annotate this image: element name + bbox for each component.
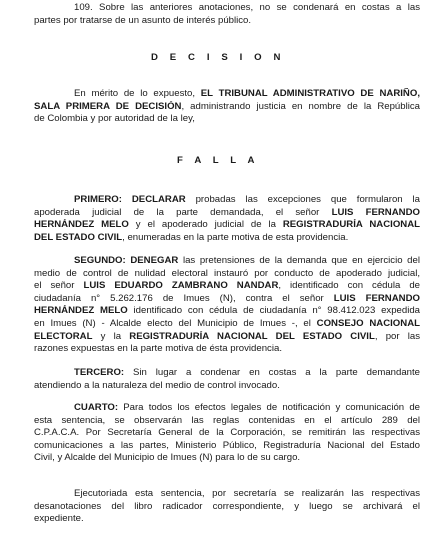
bold-segment: HERNÁNDEZ MELO: [34, 219, 129, 231]
text-segment: , enumeradas en la parte motiva de esta providencia.: [122, 231, 349, 243]
bold-segment: LUIS FERNANDO: [331, 206, 420, 218]
text-segment: En mérito de lo expuesto,: [74, 88, 201, 99]
text-segment: y la: [92, 330, 130, 342]
text-line: Ejecutoriada esta sentencia, por secretaría se realizarán las respectivas: [74, 488, 420, 499]
bold-segment: LUIS EDUARDO ZAMBRANO NANDAR: [83, 280, 279, 292]
text-segment: el señor: [34, 280, 84, 292]
text-segment: , administrando justicia en nombre de la República: [181, 100, 420, 112]
text-line: [34, 255, 420, 268]
text-segment: ciudadanía n° 5.262.176 de Imues (N), contra el señor: [34, 292, 334, 304]
bold-segment: EL TRIBUNAL ADMINISTRATIVO DE NARIÑO,: [200, 88, 420, 99]
text-line: partes por tratarse de un asunto de interés público.: [34, 14, 252, 26]
bold-segment: ELECTORAL: [34, 330, 93, 342]
bold-segment: TERCERO:: [74, 367, 125, 378]
bold-segment: REGISTRADURÍA NACIONAL DEL ESTADO CIVIL: [129, 330, 375, 342]
text-line: [34, 219, 420, 232]
final-paragraph: [34, 488, 420, 526]
text-line: desanotaciones del libro radicador correspondiente, y luego se archivará el: [34, 500, 420, 512]
text-line: [34, 280, 420, 293]
bold-segment: SALA PRIMERA DE DECISIÓN: [34, 100, 182, 112]
text-line: [34, 101, 420, 114]
text-line: C.P.A.C.A. Por Secretaría General de la Corporación, se remitirán las respectivas: [34, 427, 420, 439]
bold-segment: HERNÁNDEZ MELO: [34, 305, 128, 317]
text-line: expediente.: [34, 513, 84, 525]
text-line: [34, 331, 420, 344]
text-segment: , identificado con cédula de: [278, 280, 420, 292]
bold-segment: CONSEJO NACIONAL: [316, 317, 420, 329]
tercero-paragraph: [34, 367, 420, 392]
text-segment: Sin lugar a condenar en costas a la parte demandante: [124, 367, 420, 378]
text-line: [34, 367, 420, 380]
bold-segment: SEGUNDO: DENEGAR: [74, 255, 179, 266]
text-line: esta sentencia, se observarán las reglas contenidas en el artículo 289 del: [34, 414, 420, 426]
text-line: [34, 305, 420, 318]
text-line: [34, 232, 420, 245]
text-line: [34, 88, 420, 101]
text-line: comunicaciones a las partes, Ministerio Público, Registraduría Nacional del Estado: [34, 439, 420, 451]
text-line: de Colombia y por autoridad de la ley,: [34, 113, 195, 125]
decision-heading: D E C I S I O N: [150, 52, 286, 63]
bold-segment: CUARTO:: [74, 402, 119, 413]
decision-paragraph: [34, 88, 420, 126]
text-segment: identificado con cédula de ciudadanía n° 98.412.023 expedida: [127, 305, 420, 317]
text-line: [34, 402, 420, 415]
bold-segment: PRIMERO: DECLARAR: [74, 194, 186, 205]
text-line: atendiendo a la naturaleza del medio de control invocado.: [34, 379, 280, 391]
text-line: [34, 207, 420, 220]
text-segment: en Imues (N) - Alcalde electo del Municipio de Imues -, el: [34, 317, 317, 329]
text-segment: y el apoderado judicial de la: [128, 219, 283, 231]
falla-heading: F A L L A: [176, 155, 260, 166]
text-line: [34, 293, 420, 306]
text-segment: apoderada judicial de la parte demandada, el señor: [34, 206, 332, 218]
bold-segment: LUIS FERNANDO: [333, 292, 420, 304]
text-line: [34, 194, 420, 207]
primero-paragraph: [34, 194, 420, 244]
segundo-paragraph: [34, 255, 420, 356]
text-segment: , por las: [374, 330, 420, 342]
text-line: medio de control de nulidad electoral instauró por conducto de apoderado judicial,: [34, 267, 420, 279]
paragraph-109: [34, 2, 420, 27]
text-segment: Para todos los efectos legales de notificación y comunicación de: [118, 402, 420, 413]
text-segment: probadas las excepciones que formularon la: [185, 194, 420, 205]
bold-segment: REGISTRADURÍA NACIONAL: [282, 219, 420, 231]
cuarto-paragraph: [34, 402, 420, 465]
text-line: Civil, y Alcalde del Municipio de Imues (N) para lo de su cargo.: [34, 452, 301, 464]
text-line: razones expuestas en la parte motiva de ésta providencia.: [34, 343, 282, 355]
text-line: [34, 318, 420, 331]
text-segment: las pretensiones de la demanda que en ejercicio del: [178, 255, 420, 266]
text-line: 109. Sobre las anteriores anotaciones, no se condenará en costas a las: [74, 2, 420, 13]
bold-segment: DEL ESTADO CIVIL: [34, 231, 123, 243]
